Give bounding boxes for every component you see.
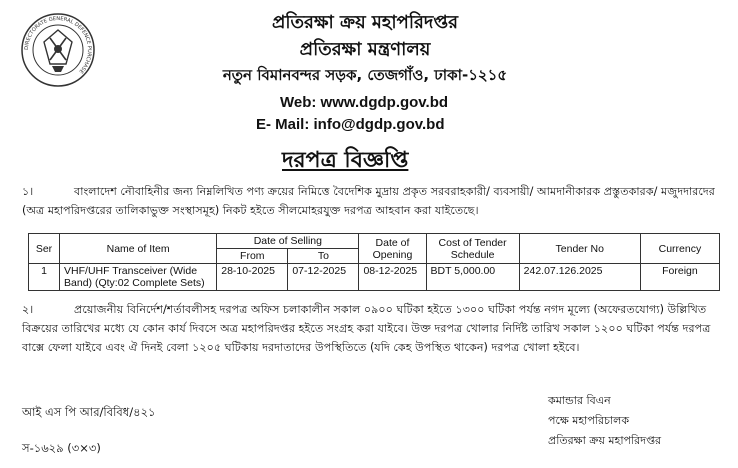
- header-tender-no: Tender No: [519, 234, 640, 264]
- paragraph-1-number: ১।: [22, 185, 34, 198]
- paragraph-1: [22, 182, 722, 220]
- header-ser: Ser: [29, 234, 60, 264]
- cell-currency: Foreign: [640, 264, 719, 291]
- cell-opening: 08-12-2025: [359, 264, 426, 291]
- header-date-of-selling: Date of Selling: [217, 234, 359, 249]
- paragraph-1-text: বাংলাদেশ নৌবাহিনীর জন্য নিম্নলিখিত পণ্য ক্রয়ের নিমিত্তে বৈদেশিক মুদ্রায় প্রকৃত সরবরাহকারী/ ব্যবসায়ী/ আমদানীকারক প্রস্তুতকারক/ মজুদদারদের (অত্র মহাপরিদপ্তরের তালিকাভুক্ত সংস্থাসমূহ) নিকট হইতে সীলমোহরযুক্ত দরপত্র আহবান করা যাইতেছে।: [22, 185, 715, 217]
- page-title: দরপত্র বিজ্ঞপ্তি: [282, 148, 409, 173]
- header-item: Name of Item: [60, 234, 217, 264]
- signatory-name: কমান্ডার বিএন: [548, 394, 611, 407]
- org-name: প্রতিরক্ষা ক্রয় মহাপরিদপ্তর: [271, 12, 459, 33]
- table-row: [29, 264, 720, 291]
- header-cost: Cost of Tender Schedule: [426, 234, 519, 264]
- notice-code: স-১৬২৯ (৩×৩): [22, 441, 101, 455]
- header-to: To: [288, 249, 359, 264]
- cell-from: 28-10-2025: [217, 264, 288, 291]
- paragraph-2: [22, 300, 722, 357]
- dgdp-logo: [20, 12, 96, 88]
- tender-table: [28, 233, 720, 291]
- ministry-name: প্রতিরক্ষা মন্ত্রণালয়: [299, 39, 431, 60]
- header-currency: Currency: [640, 234, 719, 264]
- header-date-of-opening: Date of Opening: [359, 234, 426, 264]
- cell-tender-no: 242.07.126.2025: [519, 264, 640, 291]
- logo-ring-text: DIRECTORATE GENERAL DEFENCE PURCHASE: [23, 15, 93, 75]
- email: E- Mail: info@dgdp.gov.bd: [256, 116, 445, 133]
- paragraph-2-number: ২।: [22, 303, 34, 316]
- cell-ser: 1: [29, 264, 60, 291]
- website: Web: www.dgdp.gov.bd: [280, 94, 449, 111]
- header-from: From: [217, 249, 288, 264]
- signatory-behalf: পক্ষে মহাপরিচালক: [548, 414, 630, 427]
- cell-to: 07-12-2025: [288, 264, 359, 291]
- address: নতুন বিমানবন্দর সড়ক, তেজগাঁও, ঢাকা-১২১৫: [222, 66, 508, 84]
- reference-number: আই এস পি আর/বিবিধ/৪২১: [22, 405, 156, 419]
- signatory-office: প্রতিরক্ষা ক্রয় মহাপরিদপ্তর: [548, 434, 662, 447]
- cell-item: VHF/UHF Transceiver (Wide Band) (Qty:02 Complete Sets): [60, 264, 217, 291]
- paragraph-2-text: প্রয়োজনীয় বিনির্দেশ/শর্তাবলীসহ দরপত্র অফিস চলাকালীন সকাল ০৯০০ ঘটিকা হইতে ১৩০০ ঘটিকা পর্যন্ত নগদ মূল্যে (অফেরতযোগ্য) উল্লিখিত বিক্রয়ের তারিখের মধ্যে যে কোন কার্য দিবসে অত্র মহাপরিদপ্তর হইতে সংগ্রহ করা যাইবে। উক্ত দরপত্র খোলার নির্দিষ্ট তারিখ সকাল ১২০০ ঘটিকা পর্যন্ত দরপত্র বাক্সে ফেলা যাইবে এবং ঐ দিনই বেলা ১২০৫ ঘটিকায় দরদাতাদের উপস্থিতিতে (যদি কেহ উপস্থিত থাকেন) দরপত্র খোলা হইবে।: [22, 303, 711, 354]
- cell-cost: BDT 5,000.00: [426, 264, 519, 291]
- table-header-row: [29, 234, 720, 249]
